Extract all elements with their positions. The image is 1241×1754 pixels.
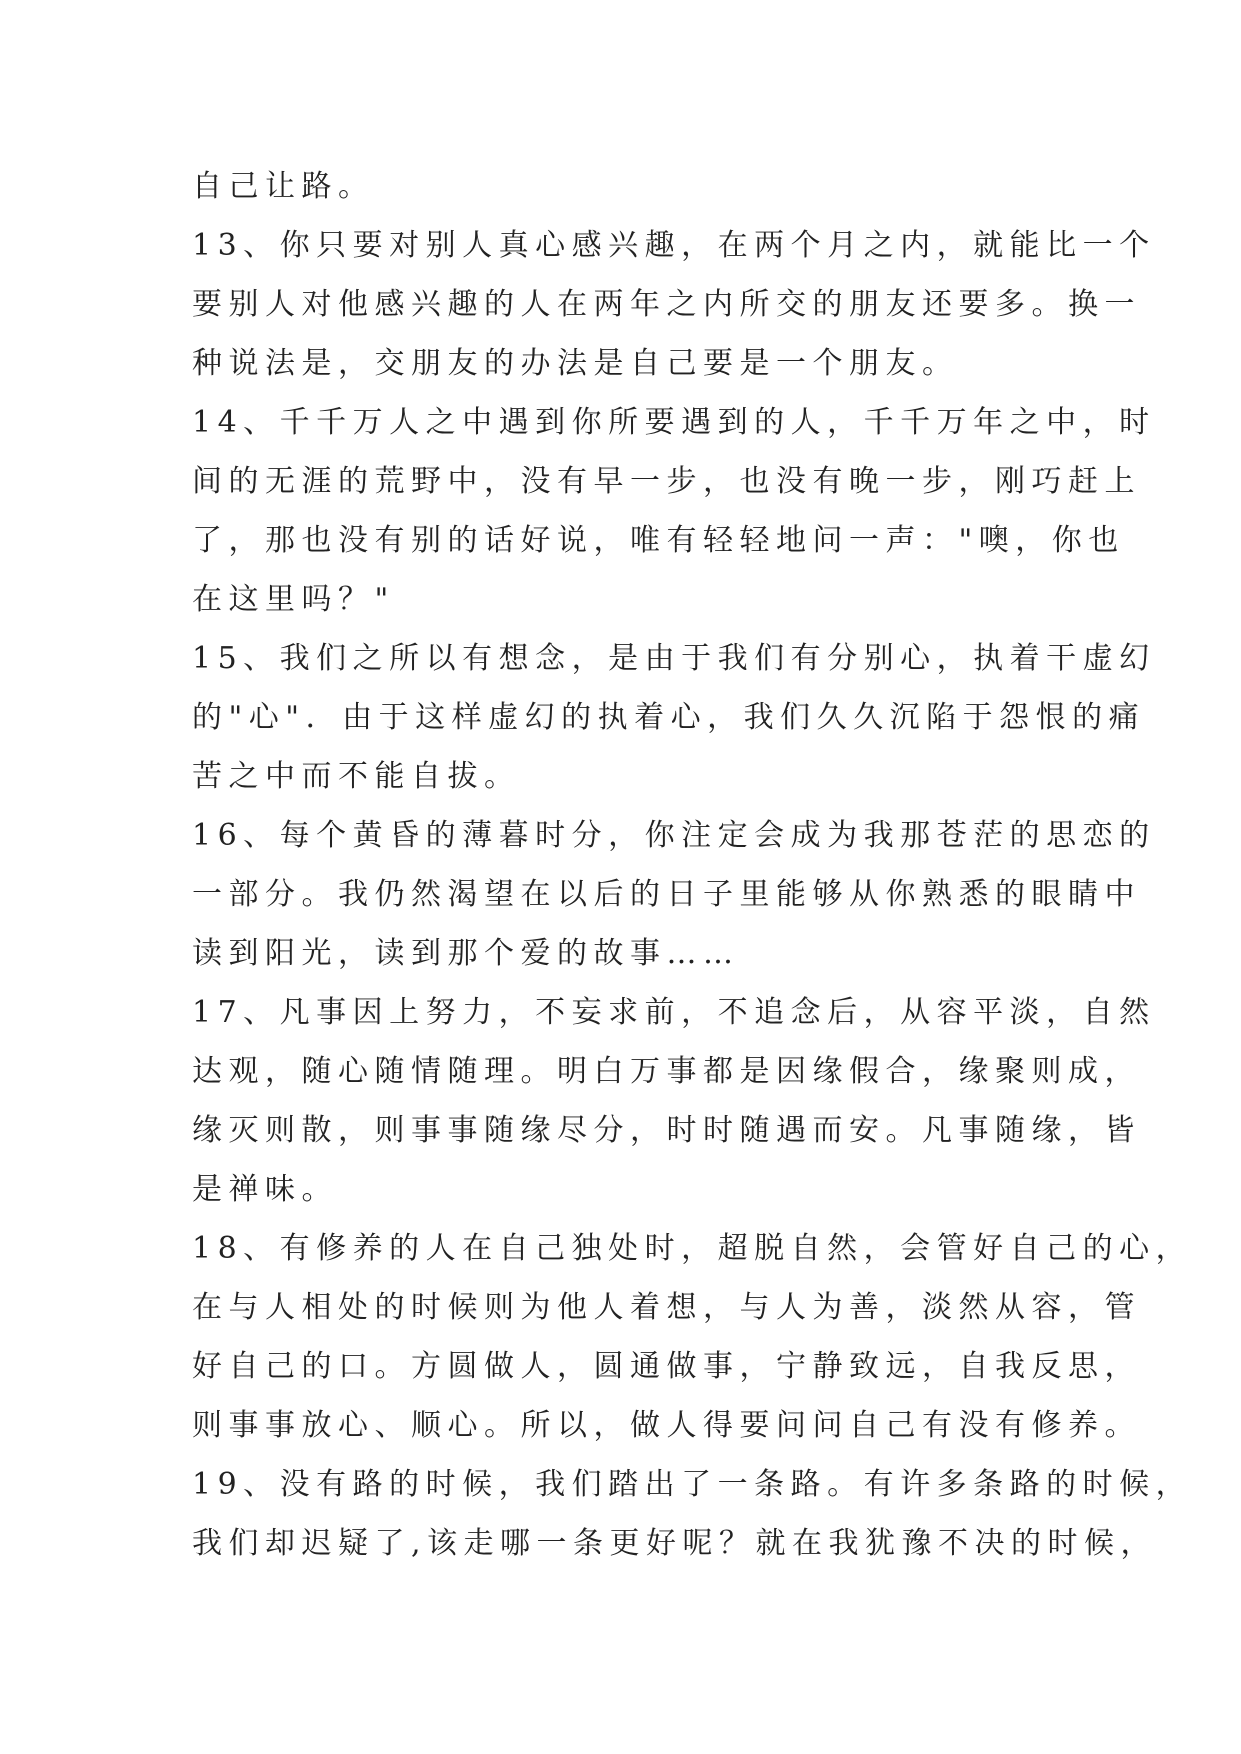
text-line: 13、你只要对别人真心感兴趣，在两个月之内，就能比一个 <box>192 228 1156 263</box>
text-line: 缘灭则散，则事事随缘尽分，时时随遇而安。凡事随缘，皆 <box>192 1113 1141 1148</box>
text-line: 好自己的口。方圆做人，圆通做事，宁静致远，自我反思， <box>192 1349 1141 1384</box>
text-line: 则事事放心、顺心。所以，做人得要问问自己有没有修养。 <box>192 1408 1141 1443</box>
text-line: 18、有修养的人在自己独处时，超脱自然，会管好自己的心， <box>192 1231 1193 1266</box>
text-line: 要别人对他感兴趣的人在两年之内所交的朋友还要多。换一 <box>192 287 1141 322</box>
text-line: 自己让路。 <box>192 169 375 204</box>
text-line: 19、没有路的时候，我们踏出了一条路。有许多条路的时候， <box>192 1467 1193 1502</box>
text-line: 15、我们之所以有想念，是由于我们有分别心，执着干虚幻 <box>192 641 1156 676</box>
text-line: 是禅味。 <box>192 1172 338 1207</box>
text-line: 一部分。我仍然渴望在以后的日子里能够从你熟悉的眼睛中 <box>192 877 1141 912</box>
text-line: 种说法是，交朋友的办法是自己要是一个朋友。 <box>192 346 959 381</box>
text-line: 我们却迟疑了,该走哪一条更好呢？就在我犹豫不决的时候， <box>192 1526 1158 1561</box>
text-line: 苦之中而不能自拔。 <box>192 759 521 794</box>
document-body <box>192 158 1193 1561</box>
text-line: 的"心"．由于这样虚幻的执着心，我们久久沉陷于怨恨的痛 <box>192 700 1146 735</box>
text-line: 读到阳光，读到那个爱的故事…… <box>192 936 740 971</box>
text-line: 了，那也没有别的话好说，唯有轻轻地问一声："噢，你也 <box>192 523 1125 558</box>
text-line: 在这里吗？" <box>192 582 395 617</box>
text-line: 间的无涯的荒野中，没有早一步，也没有晚一步，刚巧赶上 <box>192 464 1141 499</box>
text-line: 14、千千万人之中遇到你所要遇到的人，千千万年之中，时 <box>192 405 1156 440</box>
text-line: 达观，随心随情随理。明白万事都是因缘假合，缘聚则成， <box>192 1054 1141 1089</box>
text-line: 16、每个黄昏的薄暮时分，你注定会成为我那苍茫的思恋的 <box>192 818 1156 853</box>
text-line: 在与人相处的时候则为他人着想，与人为善，淡然从容，管 <box>192 1290 1141 1325</box>
text-line: 17、凡事因上努力，不妄求前，不追念后，从容平淡，自然 <box>192 995 1156 1030</box>
